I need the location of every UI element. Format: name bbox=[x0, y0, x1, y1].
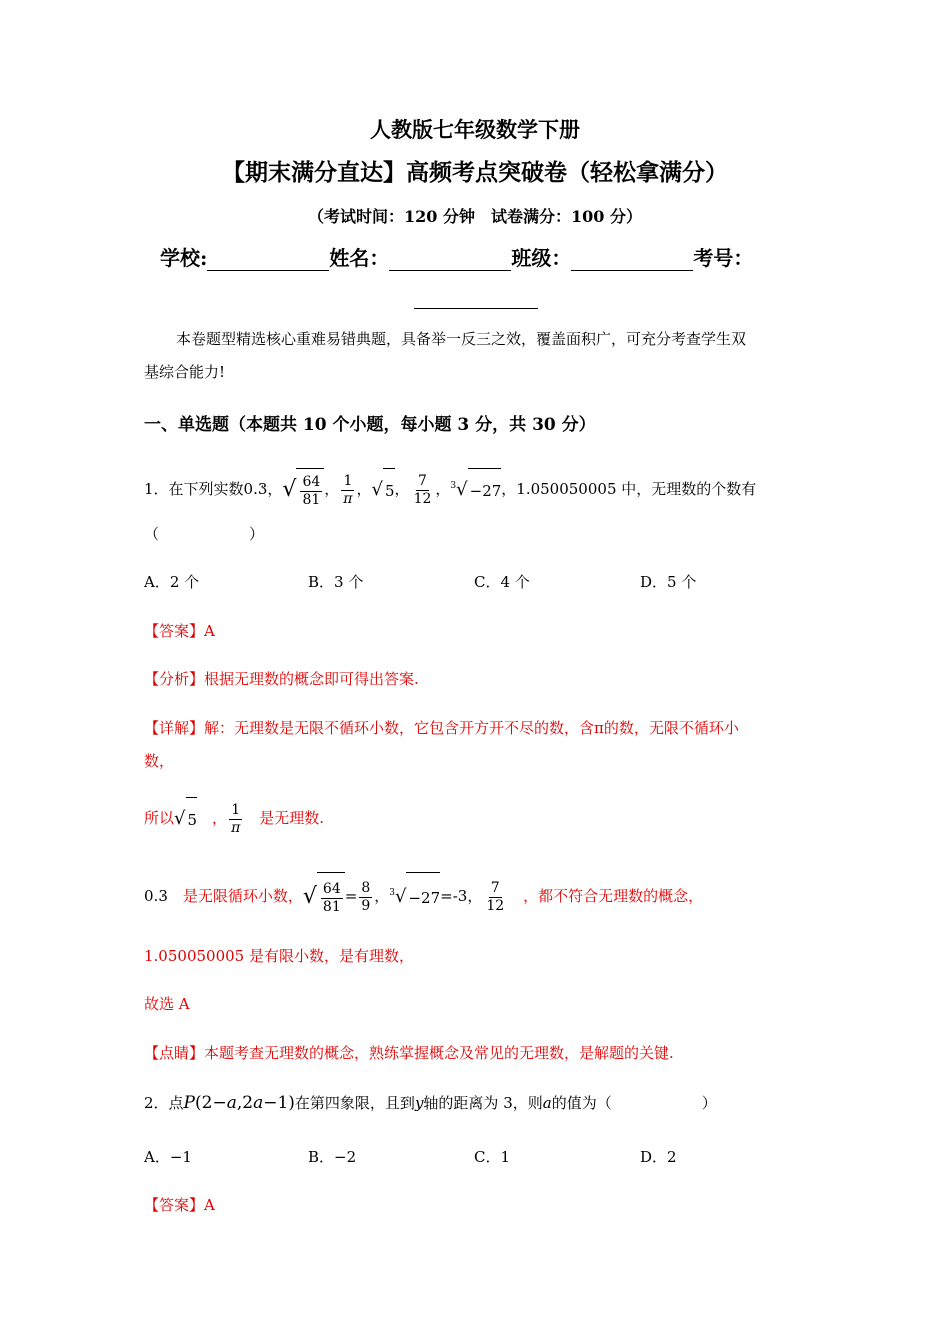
q1-detail-line-2: 数， bbox=[144, 752, 175, 770]
q1-option-a[interactable]: A．2 个 bbox=[144, 573, 200, 591]
book-title: 人教版七年级数学下册 bbox=[370, 117, 580, 142]
class-field[interactable] bbox=[571, 250, 693, 271]
q1-prefix: 1．在下列实数 bbox=[144, 480, 244, 498]
school-label: 学校: bbox=[160, 246, 208, 270]
q1-option-b[interactable]: B．3 个 bbox=[308, 573, 364, 591]
student-info-line bbox=[160, 242, 753, 271]
q1-rational-line: 1.050050005 是有限小数，是有理数， bbox=[144, 947, 414, 965]
section-heading: 一、单选题（本题共 10 个小题，每小题 3 分，共 30 分） bbox=[144, 415, 596, 435]
number-field[interactable] bbox=[414, 286, 538, 309]
q2-option-b[interactable]: B．−2 bbox=[308, 1148, 357, 1166]
q1-conclusion: 故选 A bbox=[144, 995, 190, 1013]
q1-option-d[interactable]: D．5 个 bbox=[640, 573, 697, 591]
q1-answer: 【答案】A bbox=[144, 622, 215, 640]
q1-detail-line-1: 【详解】解：无理数是无限不循环小数，它包含开方开不尽的数，含π的数，无限不循环小 bbox=[144, 719, 739, 737]
q2-option-c[interactable]: C．1 bbox=[474, 1148, 511, 1166]
q1-note: 【点睛】本题考查无理数的概念，熟练掌握概念及常见的无理数，是解题的关键. bbox=[144, 1044, 674, 1062]
name-label: 姓名： bbox=[329, 246, 390, 270]
math-repeating-0-3: 0.3 ˙ bbox=[244, 480, 268, 498]
q1-stem: 1．在下列实数0.3 ˙，√ $\frac{64}{81}$ ， $\frac{1}{\pi}$ ，√ 5， $\frac{7}{12}$ ，$^3$√ −27，1.050050005 中，无理数的个数有 bbox=[144, 464, 756, 513]
exam-info: （考试时间：120 分钟 试卷满分：100 分） bbox=[308, 207, 642, 226]
q1-list-tail: ，1.050050005 中，无理数的个数有 bbox=[501, 480, 757, 498]
school-field[interactable] bbox=[207, 250, 329, 271]
paper-title: 【期末满分直达】高频考点突破卷（轻松拿满分） bbox=[222, 159, 728, 186]
q2-option-a[interactable]: A．−1 bbox=[144, 1148, 192, 1166]
q1-option-c[interactable]: C．4 个 bbox=[474, 573, 530, 591]
class-label: 班级： bbox=[511, 246, 572, 270]
q1-analysis: 【分析】根据无理数的概念即可得出答案. bbox=[144, 670, 419, 688]
name-field[interactable] bbox=[389, 250, 511, 271]
math-point-p: P(2−a,2a−1) bbox=[183, 1093, 295, 1113]
q2-answer: 【答案】A bbox=[144, 1196, 215, 1214]
q1-paren: （ ） bbox=[144, 525, 265, 543]
q2-stem: 2．点P(2−a,2a−1)在第四象限，且到y轴的距离为 3，则a的值为（ ） bbox=[144, 1093, 717, 1113]
q2-option-d[interactable]: D．2 bbox=[640, 1148, 677, 1166]
intro-line-1: 本卷题型精选核心重难易错典题，具备举一反三之效，覆盖面积广，可充分考查学生双 bbox=[176, 330, 747, 348]
q1-so-line: 所以√ 5 ， $\frac{1}{\pi}$ 是无理数. bbox=[144, 796, 324, 842]
q1-rational-list: 0.3 ˙ 是无限循环小数，√ $\frac{64}{81}$ = $\frac{8}{9}$ ，$^3$√ −27=-3， $\frac{7}{12}$ ，都不符合无理数的概念， bbox=[144, 868, 703, 923]
intro-line-2: 基综合能力! bbox=[144, 363, 226, 381]
number-label: 考号： bbox=[693, 246, 754, 270]
